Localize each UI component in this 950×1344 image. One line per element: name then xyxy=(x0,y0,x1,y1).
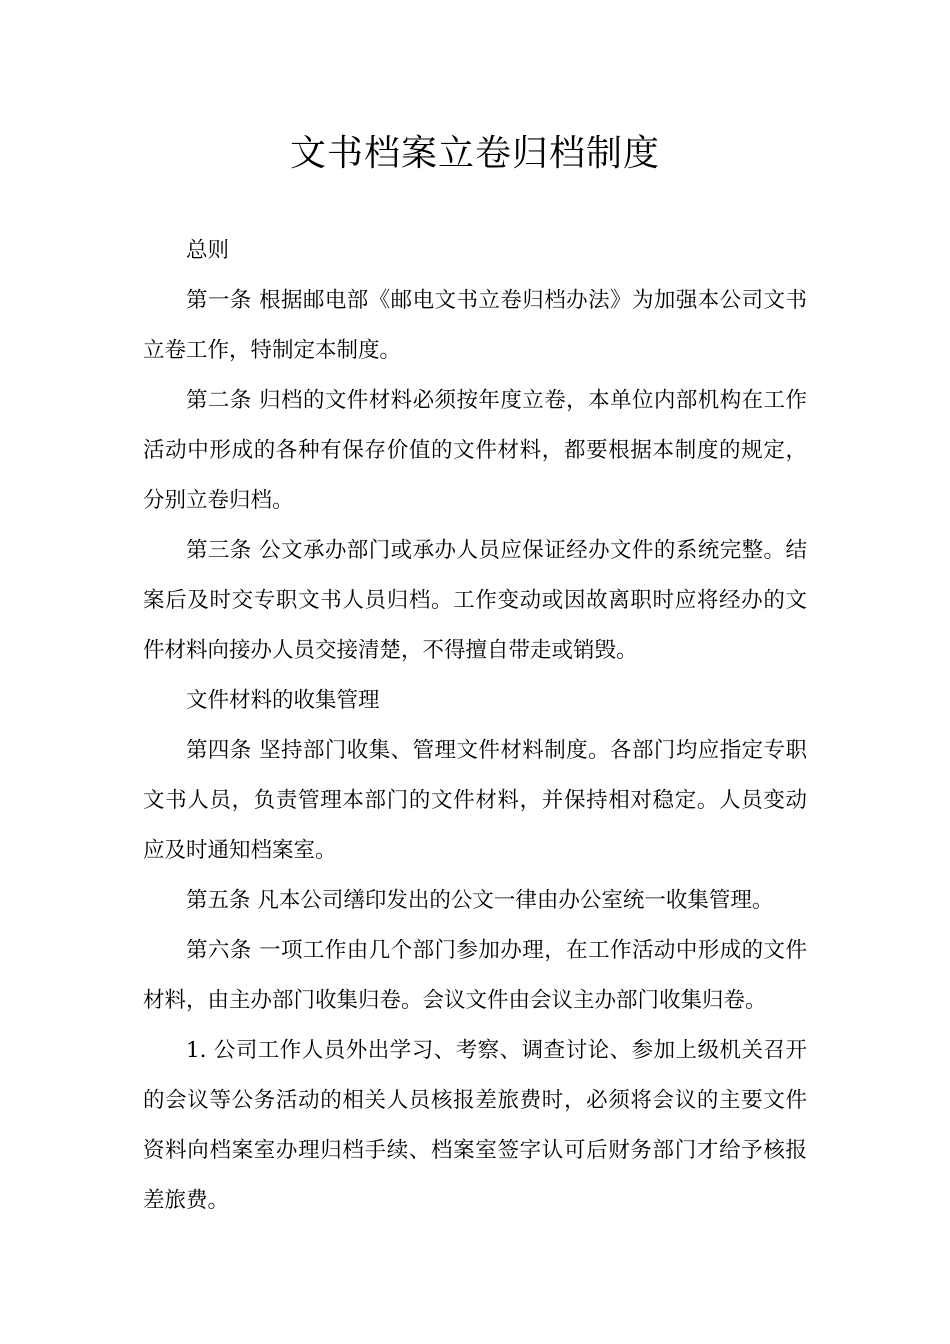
article-2: 第二条 归档的文件材料必须按年度立卷，本单位内部机构在工作活动中形成的各种有保存价值的文件材料，都要根据本制度的规定，分别立卷归档。 xyxy=(143,388,807,513)
item-1: 1. 公司工作人员外出学习、考察、调查讨论、参加上级机关召开的会议等公务活动的相关人员核报差旅费时，必须将会议的主要文件资料向档案室办理归档手续、档案室签字认可后财务部门才给予核报差旅费。 xyxy=(143,1038,807,1213)
article-4: 第四条 坚持部门收集、管理文件材料制度。各部门均应指定专职文书人员，负责管理本部门的文件材料，并保持相对稳定。人员变动应及时通知档案室。 xyxy=(143,738,807,863)
article-5: 第五条 凡本公司缮印发出的公文一律由办公室统一收集管理。 xyxy=(186,888,774,913)
article-3: 第三条 公文承办部门或承办人员应保证经办文件的系统完整。结案后及时交专职文书人员归档。工作变动或因故离职时应将经办的文件材料向接办人员交接清楚，不得擅自带走或销毁。 xyxy=(143,538,807,663)
document-body xyxy=(143,226,807,1226)
section-heading-general: 总则 xyxy=(186,238,230,263)
article-6: 第六条 一项工作由几个部门参加办理，在工作活动中形成的文件材料，由主办部门收集归卷。会议文件由会议主办部门收集归卷。 xyxy=(143,938,807,1013)
section-heading-collection: 文件材料的收集管理 xyxy=(186,688,380,713)
document-title: 文书档案立卷归档制度 xyxy=(289,133,660,174)
article-1: 第一条 根据邮电部《邮电文书立卷归档办法》为加强本公司文书立卷工作，特制定本制度。 xyxy=(143,288,807,363)
